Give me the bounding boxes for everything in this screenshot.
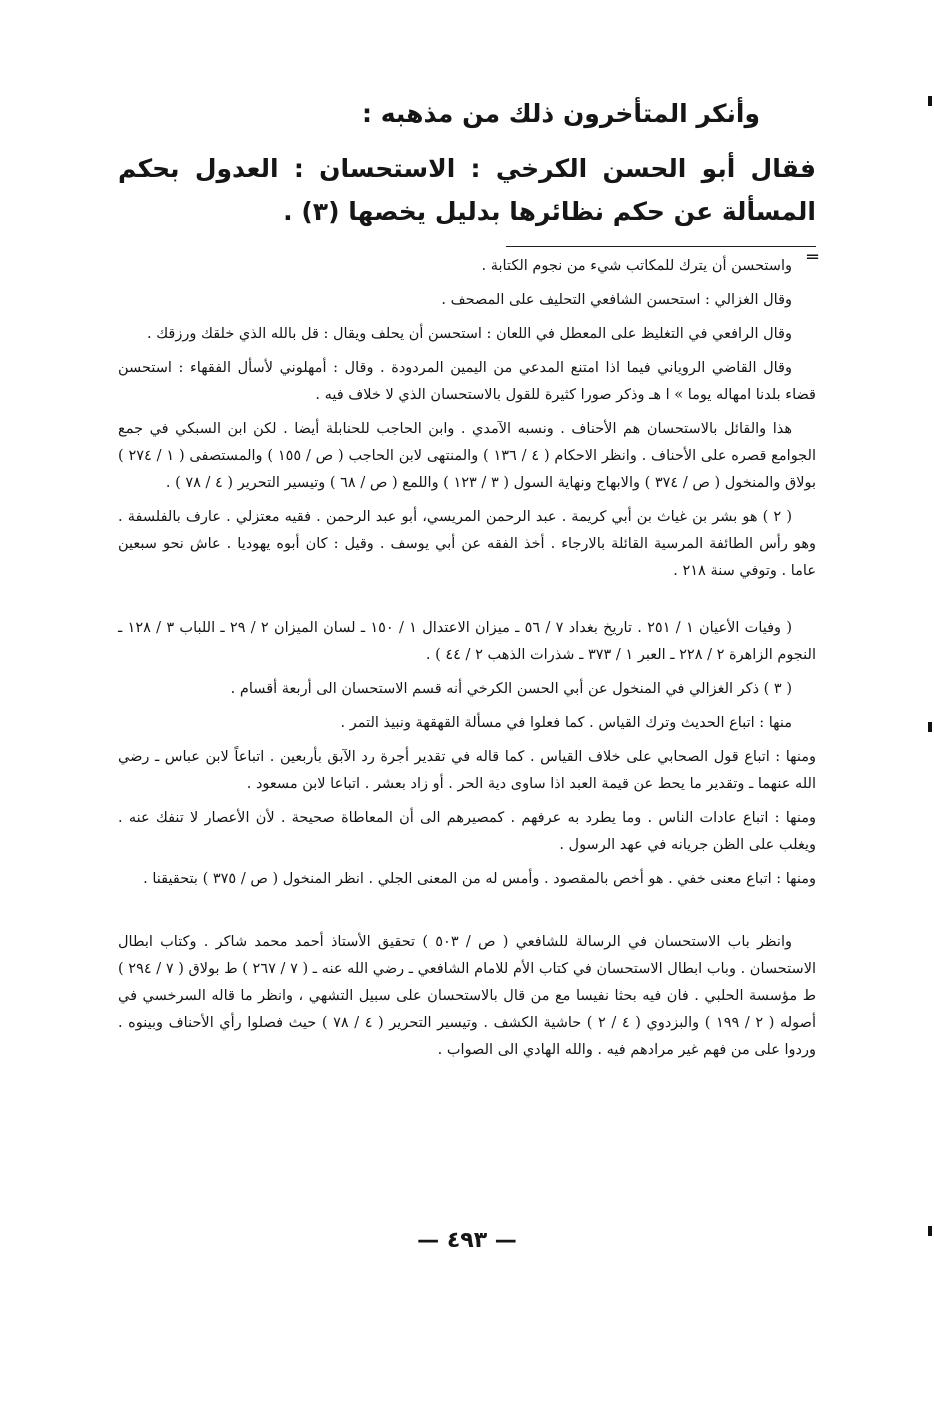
page-number: — ٤٩٣ — (417, 1228, 517, 1253)
main-text-heading: وأنكر المتأخرون ذلك من مذهبه : (362, 99, 760, 128)
footnote-para: وقال الرافعي في التغليظ على المعطل في اللعان : استحسن أن يحلف ويقال : قل بالله الذي خلقك ورزقك . (146, 326, 792, 342)
footnote-para: وانظر باب الاستحسان في الرسالة للشافعي ( ص / ٥٠٣ ) تحقيق الأستاذ أحمد محمد شاكر . وكتاب ابطال الاستحسان . وباب ابطال الاستحسان في كتاب الأم للامام الشافعي ـ رضي الله عنه ـ ( ٧ / ٢٦٧ ) ط بولاق ( ٧ / ٢٩٤ ) ط مؤسسة الحلبي . فان فيه بحثا نفيسا مع من قال بالاستحسان على سبيل التشهي ، وانظر ما قاله السرخسي في أصوله ( ٢ / ١٩٩ ) والبزدوي ( ٤ / ٢ ) حاشية الكشف . وتيسير التحرير ( ٤ / ٧٨ ) حيث فصلوا رأي الأحناف وبينوه . وردوا على من فهم غير مرادهم فيه . والله الهادي الى الصواب . (118, 934, 817, 1058)
edge-mark (928, 96, 932, 106)
page-body (118, 92, 816, 1071)
footnote-para: وقال الغزالي : استحسن الشافعي التحليف على المصحف . (441, 292, 792, 308)
edge-mark (928, 1226, 932, 1236)
footnote-2: ( ٢ ) هو بشر بن غياث بن أبي كريمة . عبد الرحمن المريسي، أبو عبد الرحمن . فقيه معتزلي . عارف بالفلسفة . وهو رأس الطائفة المرسية القائلة بالارجاء . أخذ الفقه عن أبي يوسف . وقيل : كان أبوه يهوديا . عاش نحو سبعين عاما . وتوفي سنة ٢١٨ . (118, 509, 816, 579)
footnote-para: هذا والقائل بالاستحسان هم الأحناف . ونسبه الآمدي . وابن الحاجب للحنابلة أيضا . لكن ابن السبكي في جمع الجوامع قصره على الأحناف . وانظر الاحكام ( ٤ / ١٣٦ ) والمنتهى لابن الحاجب ( ص / ١٥٥ ) والمستصفى ( ١ / ٢٧٤ ) بولاق والمنخول ( ص / ٣٧٤ ) والابهاج ونهاية السول ( ٣ / ١٢٣ ) واللمع ( ص / ٦٨ ) وتيسير التحرير ( ٤ / ٧٨ ) . (118, 421, 816, 491)
footnote-para: واستحسن أن يترك للمكاتب شيء من نجوم الكتابة . (481, 258, 792, 274)
footnote-para: وقال القاضي الروياني فيما اذا امتنع المدعي من اليمين المردودة . وقال : أمهلوني لأسأل الفقهاء : استحسن قضاء بلدنا امهاله يوما » ا هـ وذكر صورا كثيرة للقول بالاستحسان الذي لا خلاف فيه . (118, 360, 816, 403)
main-text-karkhi-definition: فقال أبو الحسن الكرخي : الاستحسان : العدول بحكم المسألة عن حكم نظائرها بدليل يخصها (٣) . (118, 154, 816, 226)
footnote-2-sources: ( وفيات الأعيان ١ / ٢٥١ . تاريخ بغداد ٧ / ٥٦ ـ ميزان الاعتدال ١ / ١٥٠ ـ لسان الميزان ٢ / ٢٩ ـ اللباب ٣ / ١٢٨ ـ النجوم الزاهرة ٢ / ٢٢٨ ـ العبر ١ / ٣٧٣ ـ شذرات الذهب ٢ / ٤٤ ) . (118, 620, 816, 663)
footnote-para: ومنها : اتباع معنى خفي . هو أخص بالمقصود . وأمس له من المعنى الجلي . انظر المنخول ( ص / ٣٧٥ ) بتحقيقنا . (143, 871, 816, 887)
continuation-mark: ═ (807, 247, 818, 268)
footnote-separator (118, 241, 816, 251)
footnote-para: ومنها : اتباع قول الصحابي على خلاف القياس . كما قاله في تقدير أجرة رد الآبق بأربعين . اتباعاً لابن عباس ـ رضي الله عنهما ـ وتقدير ما يحط عن قيمة العبد اذا ساوى دية الحر . أو زاد بعشر . اتباعا لابن مسعود . (118, 749, 816, 792)
footnote-para: ومنها : اتباع عادات الناس . وما يطرد به عرفهم . كمصيرهم الى أن المعاطاة صحيحة . لأن الأعصار لا تنفك عنه . ويغلب على الظن جريانه في عهد الرسول . (118, 810, 816, 853)
footnote-rule (506, 246, 816, 247)
edge-mark (928, 722, 932, 732)
footnotes (118, 247, 818, 1064)
footnote-3: ( ٣ ) ذكر الغزالي في المنخول عن أبي الحسن الكرخي أنه قسم الاستحسان الى أربعة أقسام . (230, 681, 792, 697)
footnote-para: منها : اتباع الحديث وترك القياس . كما فعلوا في مسألة القهقهة ونبيذ التمر . (340, 715, 792, 731)
